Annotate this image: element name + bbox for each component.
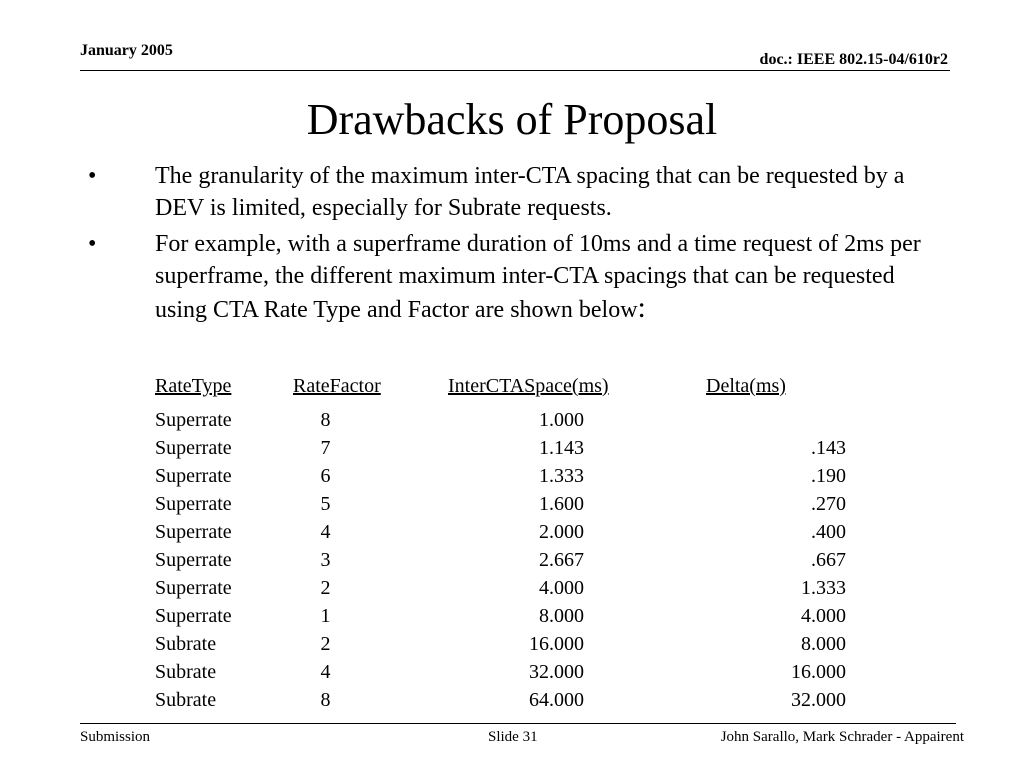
cell-interctaspace: 1.000 xyxy=(539,409,584,431)
cell-ratefactor: 2 xyxy=(320,577,331,599)
cell-ratetype: Superrate xyxy=(155,409,232,431)
header-ratetype: RateType xyxy=(155,375,232,397)
header-divider xyxy=(80,70,950,71)
footer-divider xyxy=(80,723,956,724)
cell-ratetype: Subrate xyxy=(155,661,217,683)
cell-interctaspace: 2.000 xyxy=(539,521,584,543)
cell-interctaspace: 32.000 xyxy=(529,661,584,683)
table-row xyxy=(155,490,846,518)
cell-ratefactor: 6 xyxy=(320,465,331,487)
table-header-row xyxy=(155,372,846,406)
cell-interctaspace: 4.000 xyxy=(539,577,584,599)
table-row xyxy=(155,686,846,714)
cell-ratefactor: 2 xyxy=(320,633,331,655)
cell-ratefactor: 4 xyxy=(320,661,331,683)
cell-ratefactor: 7 xyxy=(320,437,331,459)
table-row xyxy=(155,574,846,602)
header-delta: Delta(ms) xyxy=(706,375,786,397)
cell-delta: 1.333 xyxy=(801,577,846,599)
table-row xyxy=(155,602,846,630)
footer-submission: Submission xyxy=(80,729,151,745)
table-row xyxy=(155,406,846,434)
cell-ratetype: Superrate xyxy=(155,437,232,459)
cell-interctaspace: 8.000 xyxy=(539,605,584,627)
bullet-icon: • xyxy=(88,231,97,257)
bullet-icon: • xyxy=(88,163,97,189)
cell-interctaspace: 1.600 xyxy=(539,493,584,515)
table-row xyxy=(155,434,846,462)
cell-ratetype: Superrate xyxy=(155,549,232,571)
cell-delta: 16.000 xyxy=(791,661,846,683)
cell-delta: .270 xyxy=(811,493,846,515)
cell-ratefactor: 8 xyxy=(320,409,331,431)
bullet-item-example xyxy=(88,228,948,326)
cell-interctaspace: 16.000 xyxy=(529,633,584,655)
table-body xyxy=(155,406,846,714)
cell-delta: 4.000 xyxy=(801,605,846,627)
cell-ratefactor: 8 xyxy=(320,689,331,711)
bullet-text: The granularity of the maximum inter-CTA spacing that can be requested by a DEV is limited, especially for Subrate requests. xyxy=(155,163,905,221)
cell-interctaspace: 1.143 xyxy=(539,437,584,459)
bullet-text: For example, with a superframe duration of 10ms and a time request of 2ms per superframe, the different maximum inter-CTA spacings that can be requested using CTA Rate Type and Factor are shown below xyxy=(155,231,921,323)
cell-delta: .190 xyxy=(811,465,846,487)
cell-ratetype: Superrate xyxy=(155,493,232,515)
footer-slide-number: Slide 31 xyxy=(488,729,538,745)
header-date: January 2005 xyxy=(80,42,173,59)
cell-ratetype: Superrate xyxy=(155,521,232,543)
cell-interctaspace: 2.667 xyxy=(539,549,584,571)
cell-interctaspace: 64.000 xyxy=(529,689,584,711)
cell-delta: .143 xyxy=(811,437,846,459)
bullet-item-granularity xyxy=(88,160,948,224)
cell-ratetype: Subrate xyxy=(155,633,217,655)
cell-delta: .400 xyxy=(811,521,846,543)
bullet-list xyxy=(88,160,948,330)
cell-delta: 32.000 xyxy=(791,689,846,711)
cell-ratetype: Superrate xyxy=(155,577,232,599)
bullet-text-container xyxy=(155,228,948,326)
table-row xyxy=(155,630,846,658)
footer-authors: John Sarallo, Mark Schrader - Appairent xyxy=(720,729,964,745)
table-row xyxy=(155,546,846,574)
header-doc-id: doc.: IEEE 802.15-04/610r2 xyxy=(759,51,948,68)
cell-ratetype: Subrate xyxy=(155,689,217,711)
table-row xyxy=(155,462,846,490)
cell-ratetype: Superrate xyxy=(155,465,232,487)
cell-ratetype: Superrate xyxy=(155,605,232,627)
bullet-trailing-colon: : xyxy=(637,291,646,324)
header-ratefactor: RateFactor xyxy=(293,375,381,397)
cell-ratefactor: 4 xyxy=(320,521,331,543)
cell-delta: 8.000 xyxy=(801,633,846,655)
header-interctaspace: InterCTASpace(ms) xyxy=(448,375,609,397)
cell-interctaspace: 1.333 xyxy=(539,465,584,487)
table-row xyxy=(155,518,846,546)
cell-ratefactor: 5 xyxy=(320,493,331,515)
inter-cta-spacing-table xyxy=(155,372,846,714)
table-row xyxy=(155,658,846,686)
cell-ratefactor: 1 xyxy=(320,605,331,627)
slide-title: Drawbacks of Proposal xyxy=(306,95,718,144)
cell-delta xyxy=(706,406,846,434)
cell-delta: .667 xyxy=(811,549,846,571)
cell-ratefactor: 3 xyxy=(320,549,331,571)
